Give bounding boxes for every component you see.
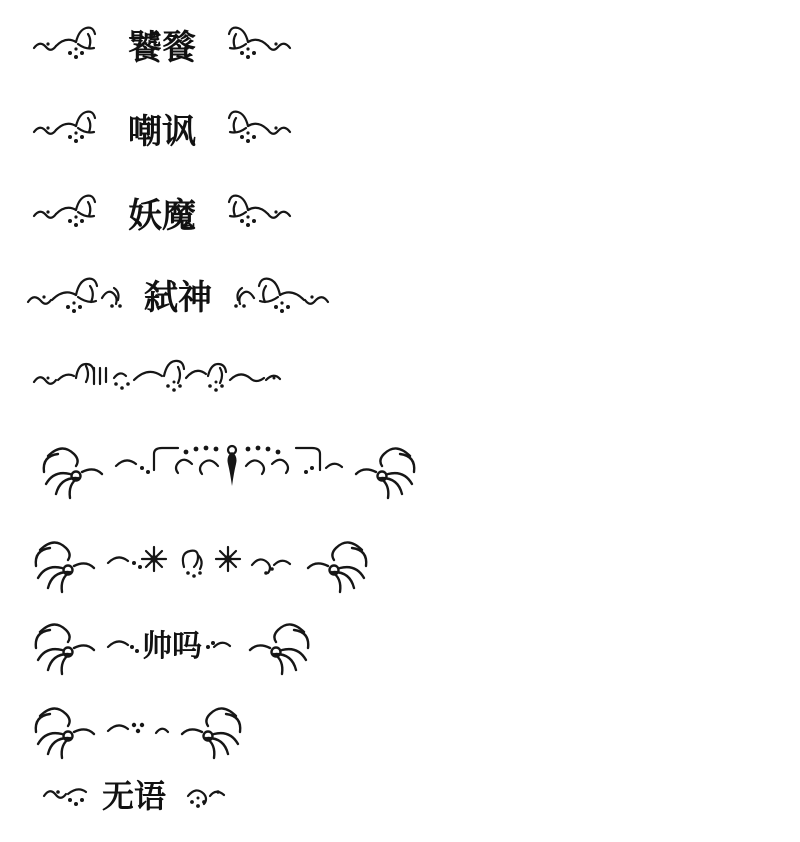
tibetan-flourish-right-wide-icon [214,268,332,328]
pinwheel-swirl-right-icon [238,608,316,686]
tibetan-flourish-right-small-icon [168,772,228,820]
banner-row [24,268,332,328]
banner-row [28,526,374,604]
banner-text: 弑神 [144,278,212,318]
banner-row [28,692,248,770]
pinwheel-swirl-left-icon [28,608,106,686]
banner-row [40,772,228,820]
banner-text: 妖魔 [128,196,196,236]
banner-row [28,350,328,410]
swirl-middle-ornament [114,436,344,506]
banner-text: 帅吗 [142,629,202,664]
tibetan-flourish-right-icon [198,188,294,244]
tibetan-flourish-left-wide-icon [24,268,142,328]
tibetan-flourish-left-icon [30,104,126,160]
flower-ornament-group [106,533,296,597]
banner-text: 嘲讽 [128,112,196,152]
pinwheel-swirl-right-icon [296,526,374,604]
banner-row [30,188,294,244]
tibetan-flourish-right-icon [198,104,294,160]
left-connector-ornament [106,627,140,667]
pinwheel-swirl-left-icon [28,692,106,770]
banner-row [28,608,316,686]
pinwheel-swirl-left-icon [36,432,114,510]
tibetan-script-glyphs-icon [28,350,328,410]
banner-row [30,20,294,76]
pinwheel-swirl-right-icon [170,692,248,770]
tibetan-flourish-left-icon [30,20,126,76]
pinwheel-swirl-left-icon [28,526,106,604]
banner-text: 饕餮 [128,28,196,68]
tibetan-flourish-left-small-icon [40,772,100,820]
tibetan-flourish-right-icon [198,20,294,76]
right-connector-ornament [204,627,238,667]
banner-row [30,104,294,160]
tibetan-flourish-left-icon [30,188,126,244]
banner-text: 无语 [102,777,167,815]
dot-connector-ornament [106,711,170,751]
banner-row [36,432,422,510]
pinwheel-swirl-right-icon [344,432,422,510]
